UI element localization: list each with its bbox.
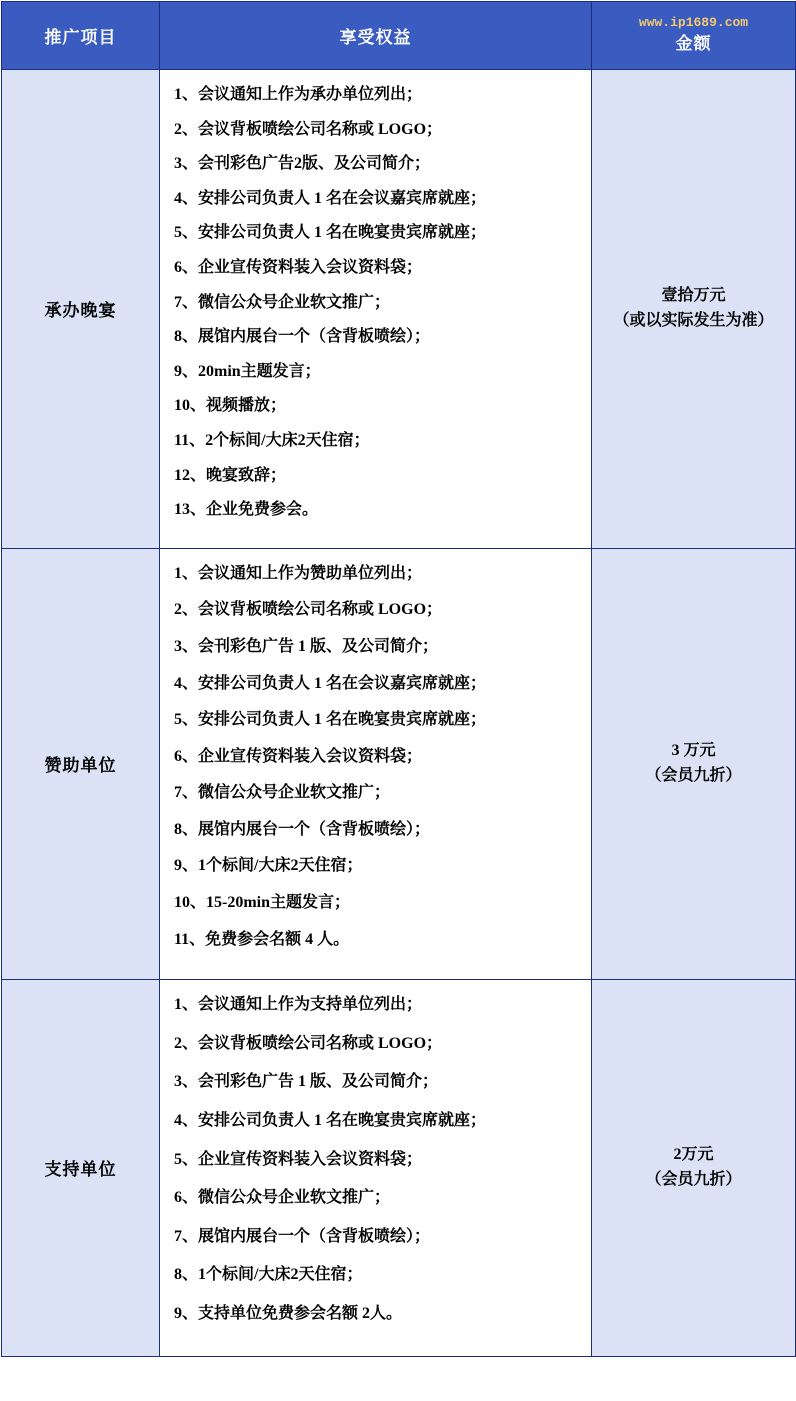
list-item: 8、展馆内展台一个（含背板喷绘）； bbox=[174, 328, 431, 346]
list-item: 4、安排公司负责人 1 名在晚宴贵宾席就座； bbox=[174, 1112, 487, 1130]
amount-primary: 2万元 bbox=[673, 1146, 714, 1164]
list-item: 6、企业宣传资料装入会议资料袋； bbox=[174, 258, 423, 276]
list-item: 5、安排公司负责人 1 名在晚宴贵宾席就座； bbox=[174, 711, 487, 729]
list-item: 3、会刊彩色广告 1 版、及公司简介； bbox=[174, 1073, 439, 1091]
header-amount-label: 金额 bbox=[675, 34, 712, 54]
list-item: 2、会议背板喷绘公司名称或 LOGO； bbox=[174, 120, 443, 138]
list-item: 5、安排公司负责人 1 名在晚宴贵宾席就座； bbox=[174, 224, 487, 242]
list-item: 3、会刊彩色广告 1 版、及公司简介； bbox=[174, 637, 439, 655]
list-item: 3、会刊彩色广告2版、及公司简介； bbox=[174, 155, 431, 173]
list-item: 1、会议通知上作为支持单位列出； bbox=[174, 996, 423, 1014]
table-row bbox=[2, 980, 796, 1356]
amount-note: （会员九折） bbox=[645, 1170, 742, 1188]
list-item: 7、微信公众号企业软文推广； bbox=[174, 784, 391, 802]
list-item: 4、安排公司负责人 1 名在会议嘉宾席就座； bbox=[174, 189, 487, 207]
header-cell-amount bbox=[592, 2, 796, 70]
header-cell-item: 推广项目 bbox=[2, 2, 160, 70]
row-item-name: 承办晚宴 bbox=[2, 70, 160, 549]
table-body bbox=[2, 70, 796, 1357]
list-item: 10、15-20min主题发言； bbox=[174, 894, 351, 912]
list-item: 9、20min主题发言； bbox=[174, 362, 321, 380]
header-row bbox=[2, 2, 796, 70]
list-item: 7、展馆内展台一个（含背板喷绘）； bbox=[174, 1227, 431, 1245]
table-row bbox=[2, 70, 796, 549]
list-item: 8、1个标间/大床2天住宿； bbox=[174, 1266, 363, 1284]
amount-note: （会员九折） bbox=[645, 766, 742, 784]
row-amount bbox=[592, 980, 796, 1356]
row-amount bbox=[592, 70, 796, 549]
list-item: 5、企业宣传资料装入会议资料袋； bbox=[174, 1150, 423, 1168]
table-row bbox=[2, 548, 796, 980]
row-amount bbox=[592, 548, 796, 980]
list-item: 11、免费参会名额 4 人。 bbox=[174, 930, 350, 948]
amount-note: （或以实际发生为准） bbox=[613, 311, 774, 329]
row-benefits bbox=[160, 70, 592, 549]
list-item: 13、企业免费参会。 bbox=[174, 501, 319, 519]
row-item-name: 支持单位 bbox=[2, 980, 160, 1356]
benefit-list bbox=[174, 84, 591, 521]
list-item: 11、2个标间/大床2天住宿； bbox=[174, 431, 370, 449]
amount-primary: 壹拾万元 bbox=[661, 287, 726, 305]
table-header bbox=[2, 2, 796, 70]
benefit-list bbox=[174, 994, 591, 1324]
watermark-text: www.ip1689.com bbox=[638, 15, 749, 31]
list-item: 1、会议通知上作为承办单位列出； bbox=[174, 86, 423, 103]
list-item: 10、视频播放； bbox=[174, 397, 287, 415]
row-benefits bbox=[160, 980, 592, 1356]
amount-primary: 3 万元 bbox=[671, 742, 716, 760]
sponsorship-benefits-table bbox=[1, 1, 796, 1357]
list-item: 2、会议背板喷绘公司名称或 LOGO； bbox=[174, 1034, 443, 1052]
header-cell-benefits: 享受权益 bbox=[160, 2, 592, 70]
list-item: 2、会议背板喷绘公司名称或 LOGO； bbox=[174, 601, 443, 619]
row-item-name: 赞助单位 bbox=[2, 548, 160, 980]
list-item: 4、安排公司负责人 1 名在会议嘉宾席就座； bbox=[174, 674, 487, 692]
list-item: 12、晚宴致辞； bbox=[174, 466, 287, 484]
list-item: 9、支持单位免费参会名额 2人。 bbox=[174, 1305, 403, 1322]
list-item: 7、微信公众号企业软文推广； bbox=[174, 293, 391, 311]
list-item: 9、1个标间/大床2天住宿； bbox=[174, 857, 363, 875]
row-benefits bbox=[160, 548, 592, 980]
list-item: 8、展馆内展台一个（含背板喷绘）； bbox=[174, 820, 431, 838]
list-item: 1、会议通知上作为赞助单位列出； bbox=[174, 564, 423, 582]
list-item: 6、企业宣传资料装入会议资料袋； bbox=[174, 747, 423, 765]
list-item: 6、微信公众号企业软文推广； bbox=[174, 1189, 391, 1207]
benefit-list bbox=[174, 563, 591, 951]
